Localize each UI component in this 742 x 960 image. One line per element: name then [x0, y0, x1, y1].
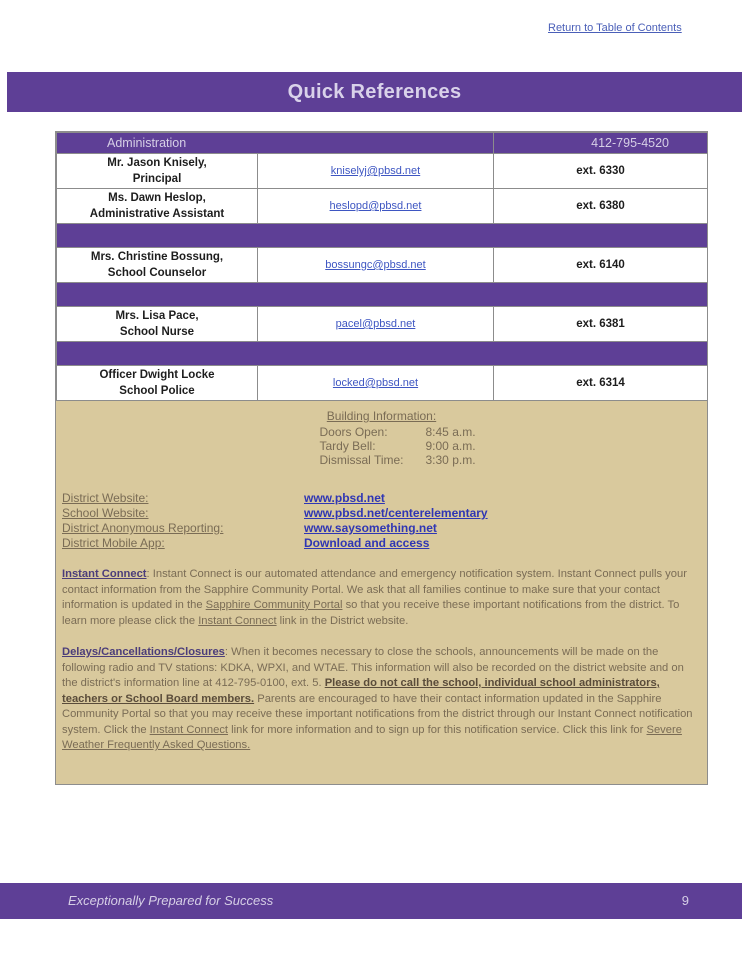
contact-extension: ext. 6330 [494, 154, 708, 189]
building-information-title: Building Information: [326, 409, 437, 423]
contact-email-cell [258, 154, 494, 189]
contacts-header-row [57, 133, 708, 154]
footer-slogan: Exceptionally Prepared for Success [68, 893, 274, 908]
separator-cell [57, 224, 708, 248]
table-row [57, 189, 708, 224]
link-label: District Mobile App: [62, 536, 165, 550]
contact-name-line: Officer Dwight Locke [99, 369, 215, 381]
contact-extension: ext. 6380 [494, 189, 708, 224]
contact-email-link[interactable]: bossungc@pbsd.net [325, 259, 426, 271]
contact-email-link[interactable]: kniselyj@pbsd.net [330, 165, 421, 177]
school-website-link[interactable]: www.pbsd.net/centerelementary [304, 506, 488, 520]
separator-cell [57, 342, 708, 366]
contact-name-line: Mrs. Lisa Pace, [115, 310, 199, 322]
time-label: Dismissal Time: [319, 453, 404, 467]
table-row [57, 154, 708, 189]
table-row [57, 307, 708, 342]
paragraph-text: : Instant Connect is our automated attendance and emergency notification system. Instant Connect pulls your contact information from the Sapphire Community Portal. We ask that all families continue to make sure that your contact information is updated in the [62, 568, 687, 611]
separator-row [57, 224, 708, 248]
separator-row [57, 342, 708, 366]
district-website-link[interactable]: www.pbsd.net [304, 491, 385, 505]
quick-references-card [55, 131, 708, 785]
building-information [56, 409, 707, 467]
time-value: 8:45 a.m. [425, 425, 476, 439]
paragraph-text: link in the District website. [276, 614, 409, 627]
time-value: 9:00 a.m. [425, 439, 476, 453]
contact-title-line: School Counselor [107, 267, 207, 279]
contact-title-line: Principal [132, 173, 182, 185]
contact-email-cell [258, 307, 494, 342]
contact-title-line: School Police [119, 385, 195, 397]
contact-title-line: Administrative Assistant [89, 208, 225, 220]
contact-name [57, 366, 258, 401]
paragraph-text: link for more information and to sign up for this notification service. Click this link for [228, 723, 647, 736]
do-not-call-notice: Please do not call the school, individual school administrators, teachers or School Board members. [62, 677, 660, 705]
table-row [57, 366, 708, 401]
contact-name [57, 248, 258, 283]
contact-extension: ext. 6140 [494, 248, 708, 283]
contact-title-line: School Nurse [119, 326, 195, 338]
page-title: Quick References [287, 80, 462, 103]
time-value: 3:30 p.m. [425, 453, 476, 467]
link-label: District Anonymous Reporting: [62, 521, 224, 535]
quick-references-banner [7, 72, 742, 112]
mobile-app-link[interactable]: Download and access [304, 536, 430, 550]
page-number: 9 [681, 893, 689, 908]
delays-heading: Delays/Cancellations/Closures [62, 646, 225, 658]
separator-row [57, 283, 708, 307]
contact-email-cell [258, 189, 494, 224]
paragraph-text: Parents are encouraged to have their contact information updated in the Sapphire Community Portal so that you may receive these important notifications from the district through our Instant Connect notification system. Click the [62, 692, 693, 736]
contact-email-cell [258, 366, 494, 401]
contact-name [57, 154, 258, 189]
paragraph-text: so that you receive these important notifications from the district. To learn more please click the [62, 599, 680, 627]
district-links [62, 491, 707, 551]
building-times [98, 425, 707, 467]
contact-extension: ext. 6381 [494, 307, 708, 342]
sapphire-portal-link[interactable]: Sapphire Community Portal [205, 599, 343, 611]
contact-name [57, 189, 258, 224]
link-label: District Website: [62, 491, 149, 505]
contact-extension: ext. 6314 [494, 366, 708, 401]
anonymous-reporting-link[interactable]: www.saysomething.net [304, 521, 437, 535]
instant-connect-link[interactable]: Instant Connect [198, 614, 277, 627]
instant-connect-heading: Instant Connect [62, 568, 147, 580]
contact-name-line: Mr. Jason Knisely, [107, 157, 207, 169]
contact-name-line: Ms. Dawn Heslop, [108, 192, 206, 204]
time-label: Tardy Bell: [319, 439, 376, 453]
time-label: Doors Open: [319, 425, 388, 439]
link-label: School Website: [62, 506, 149, 520]
contact-email-link[interactable]: locked@pbsd.net [332, 377, 419, 389]
paragraph-text: : When it becomes necessary to close the schools, announcements will be made on the following radio and TV stations: KDKA, WPXI, and WTAE. This information will also be recorded on the district website and on the district's information line at 412-795-0100, ext. 5. [62, 646, 684, 689]
contact-name-line: Mrs. Christine Bossung, [90, 251, 224, 263]
return-to-toc-link[interactable]: Return to Table of Contents [548, 22, 682, 34]
contact-name [57, 307, 258, 342]
contact-email-cell [258, 248, 494, 283]
contacts-header-label: Administration [57, 133, 494, 154]
separator-cell [57, 283, 708, 307]
contacts-header-phone: 412-795-4520 [494, 133, 708, 154]
page-footer [0, 883, 742, 919]
severe-weather-faq-link[interactable]: Severe Weather Frequently Asked Questions. [62, 723, 682, 751]
delays-paragraph [62, 645, 699, 754]
table-row [57, 248, 708, 283]
instant-connect-paragraph [62, 567, 699, 629]
instant-connect-link[interactable]: Instant Connect [149, 723, 229, 736]
contact-email-link[interactable]: pacel@pbsd.net [335, 318, 416, 330]
contacts-table [56, 132, 708, 401]
contact-email-link[interactable]: heslopd@pbsd.net [329, 200, 422, 212]
